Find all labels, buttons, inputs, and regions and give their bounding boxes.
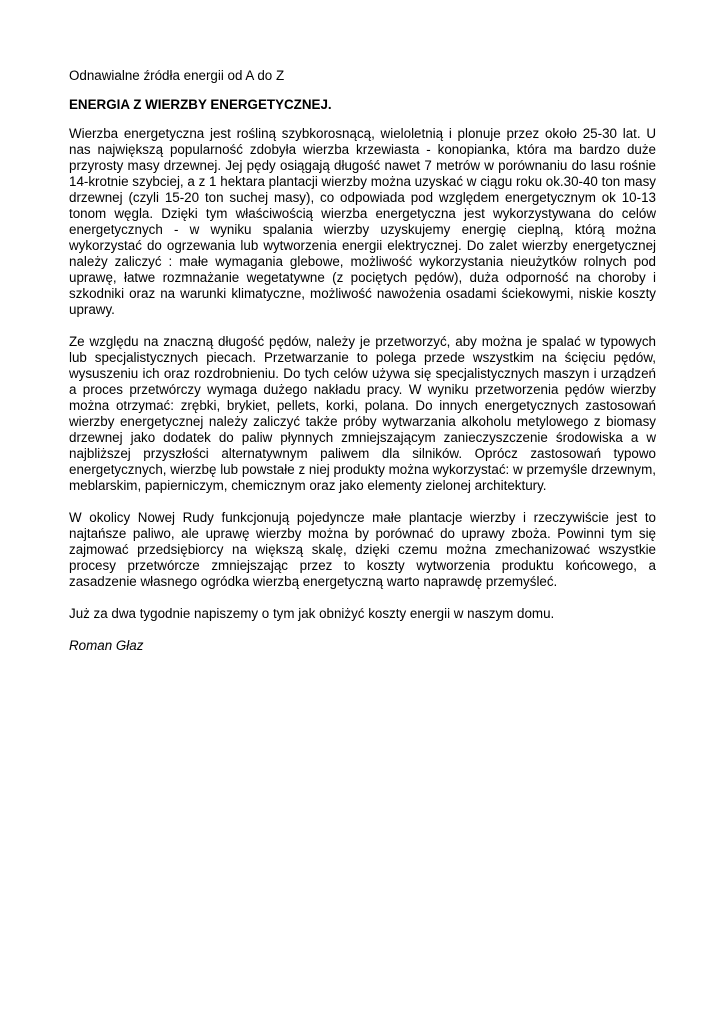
article-title: ENERGIA Z WIERZBY ENERGETYCZNEJ. bbox=[69, 97, 332, 112]
closing-note: Już za dwa tygodnie napiszemy o tym jak obniżyć koszty energii w naszym domu. bbox=[69, 606, 555, 621]
paragraph-local: W okolicy Nowej Rudy funkcjonują pojedyncze małe plantacje wierzby i rzeczywiście jest to najtańsze paliwo, ale uprawę wierzby można by porównać do uprawy zboża. Powinni tym się zajmować przedsiębiorcy na większą skalę, dzięki czemu można zmechanizować wszystkie procesy przetwórcze zmniejszając przez to koszty wytworzenia produktu końcowego, a zasadzenie własnego ogródka wierzbą energetyczną warto naprawdę przemyśleć. bbox=[69, 510, 656, 589]
series-heading: Odnawialne źródła energii od A do Z bbox=[69, 68, 285, 83]
paragraph-processing: Ze względu na znaczną długość pędów, należy je przetworzyć, aby można je spalać w typowych lub specjalistycznych piecach. Przetwarzanie to polega przede wszystkim na ścięciu pędów, wysuszeniu ich oraz rozdrobnieniu. Do tych celów używa się specjalistycznych maszyn i urządzeń a proces przetwórczy wymaga dużego nakładu pracy. W wyniku przetworzenia pędów wierzby można otrzymać: zrębki, brykiet, pellets, korki, polana. Do innych energetycznych zastosowań wierzby energetycznej należy zaliczyć także próby wytwarzania alkoholu metylowego z biomasy drzewnej jako dodatek do paliw płynnych zmniejszającym zanieczyszczenie środowiska a w najbliższej przyszłości alternatywnym paliwem dla silników. Oprócz zastosowań typowo energetycznych, wierzbę lub powstałe z niej produkty można wykorzystać: w przemyśle drzewnym, meblarskim, papierniczym, chemicznym oraz jako elementy zielonej architektury. bbox=[69, 334, 656, 493]
author-signature: Roman Głaz bbox=[69, 638, 144, 653]
paragraph-intro: Wierzba energetyczna jest rośliną szybkorosnącą, wieloletnią i plonuje przez około 25-30 lat. U nas największą popularność zdobyła wierzba krzewiasta - konopianka, która ma bardzo duże przyrosty masy drzewnej. Jej pędy osiągają długość nawet 7 metrów w porównaniu do lasu rośnie 14-krotnie szybciej, a z 1 hektara plantacji wierzby można uzyskać w ciągu roku ok.30-40 ton masy drzewnej (czyli 15-20 ton suchej masy), co odpowiada pod względem energetycznym ok 10-13 tonom węgla. Dzięki tym właściwością wierzba energetyczna jest wykorzystywana do celów energetycznych - w wyniku spalania wierzby uzyskujemy energię cieplną, którą można wykorzystać do ogrzewania lub wytworzenia energii elektrycznej. Do zalet wierzby energetycznej należy zaliczyć : małe wymagania glebowe, możliwość wykorzystania nieużytków rolnych pod uprawę, łatwe rozmnażanie wegetatywne (z pociętych pędów), duża odporność na choroby i szkodniki oraz na warunki klimatyczne, możliwość nawożenia osadami ściekowymi, niskie koszty uprawy. bbox=[69, 126, 656, 317]
document-page bbox=[69, 68, 656, 654]
